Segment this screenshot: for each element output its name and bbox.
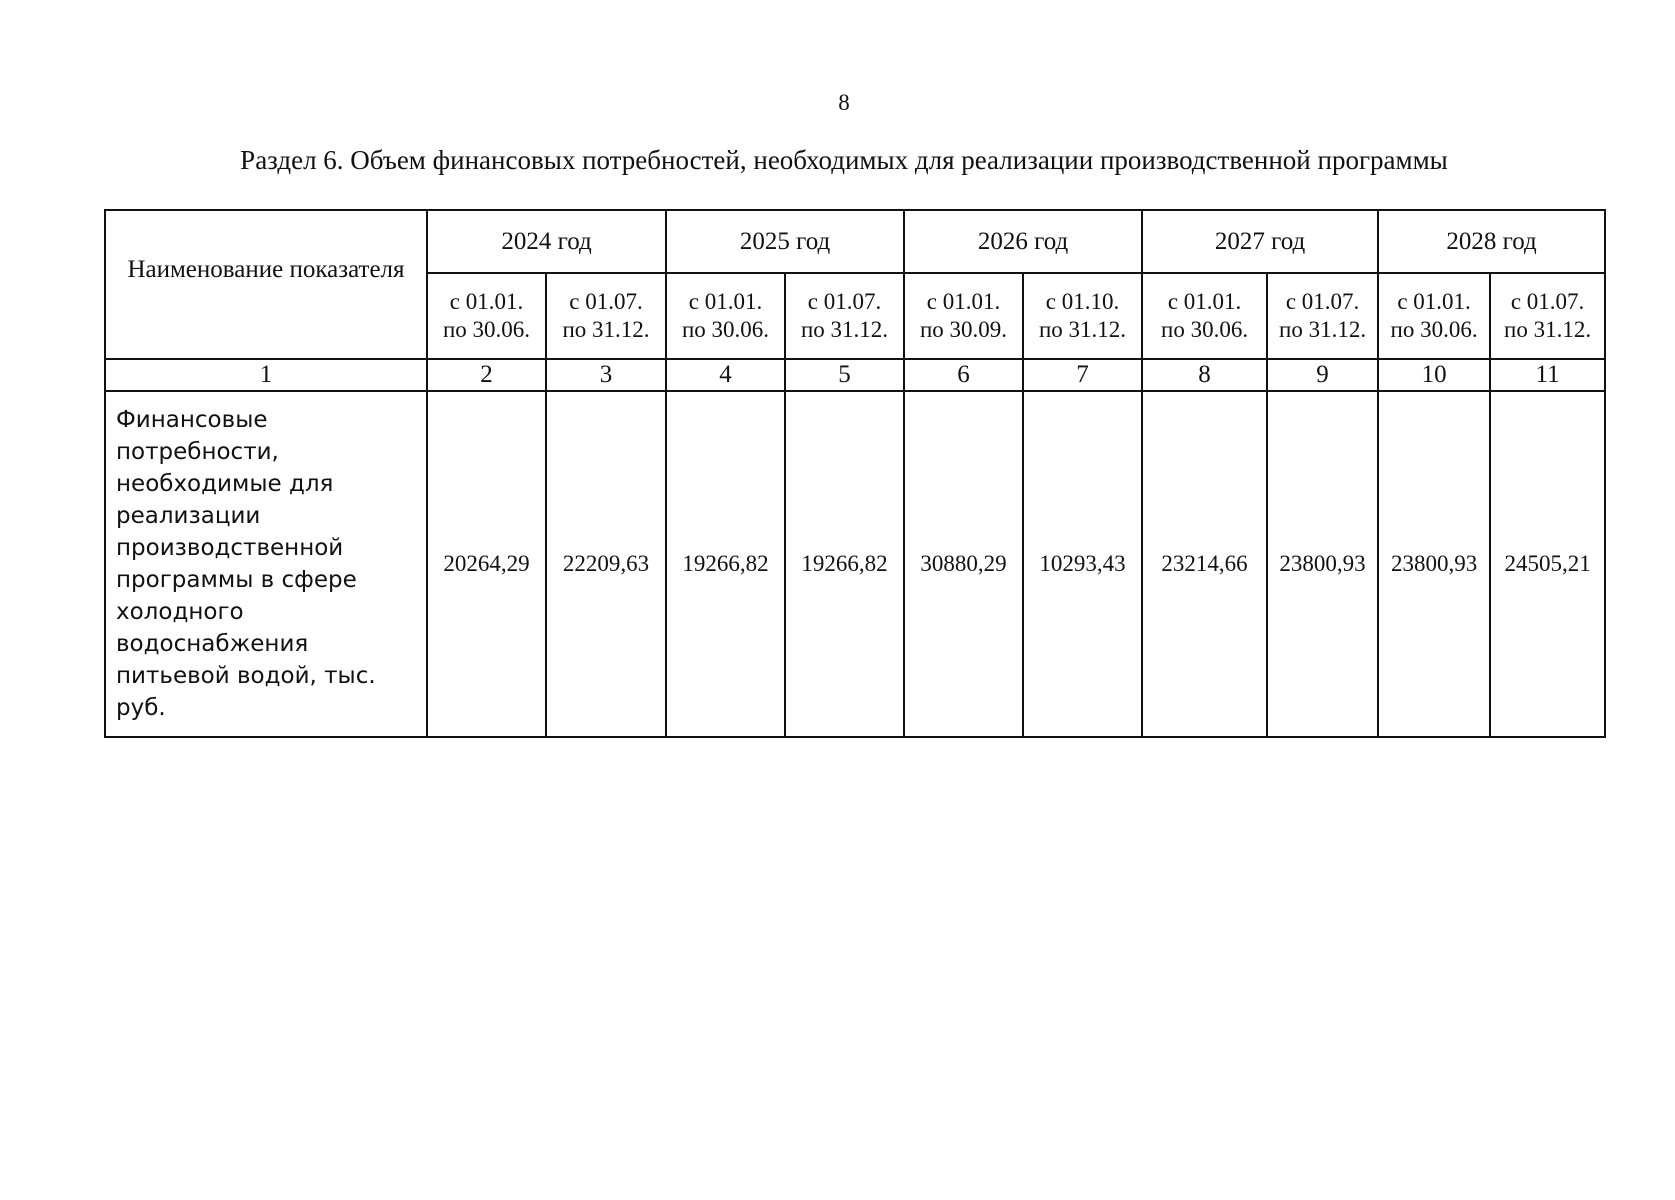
year-header-2025: 2025 год: [666, 210, 904, 273]
period-header: с 01.10. по 31.12.: [1023, 273, 1142, 359]
period-header: с 01.07. по 31.12.: [785, 273, 904, 359]
column-number: 2: [427, 359, 546, 391]
value-cell: 23800,93: [1378, 391, 1490, 737]
table-row: [105, 391, 1605, 737]
column-number: 8: [1142, 359, 1267, 391]
column-number: 7: [1023, 359, 1142, 391]
value-cell: 23800,93: [1267, 391, 1378, 737]
indicator-name-header: Наименование показателя: [105, 210, 427, 359]
value-cell: 30880,29: [904, 391, 1023, 737]
column-number: 10: [1378, 359, 1490, 391]
value-cell: 23214,66: [1142, 391, 1267, 737]
column-number: 9: [1267, 359, 1378, 391]
period-header: с 01.07. по 31.12.: [1490, 273, 1605, 359]
column-number: 4: [666, 359, 785, 391]
column-number: 5: [785, 359, 904, 391]
year-header-2026: 2026 год: [904, 210, 1142, 273]
column-number: 3: [546, 359, 666, 391]
value-cell: 19266,82: [785, 391, 904, 737]
period-header: с 01.07. по 31.12.: [546, 273, 666, 359]
column-number-row: [105, 359, 1605, 391]
column-number: 11: [1490, 359, 1605, 391]
financial-needs-table: [104, 209, 1606, 738]
period-header: с 01.01. по 30.06.: [427, 273, 546, 359]
value-cell: 24505,21: [1490, 391, 1605, 737]
period-header: с 01.07. по 31.12.: [1267, 273, 1378, 359]
column-number: 1: [105, 359, 427, 391]
period-header: с 01.01. по 30.06.: [666, 273, 785, 359]
year-header-2024: 2024 год: [427, 210, 666, 273]
period-header: с 01.01. по 30.09.: [904, 273, 1023, 359]
header-row-years: [105, 210, 1605, 273]
year-header-2028: 2028 год: [1378, 210, 1605, 273]
value-cell: 20264,29: [427, 391, 546, 737]
year-header-2027: 2027 год: [1142, 210, 1378, 273]
column-number: 6: [904, 359, 1023, 391]
section-title: Раздел 6. Объем финансовых потребностей, необходимых для реализации производственной программы: [240, 145, 1448, 175]
page-number: 8: [838, 90, 850, 115]
value-cell: 19266,82: [666, 391, 785, 737]
value-cell: 10293,43: [1023, 391, 1142, 737]
period-header: с 01.01. по 30.06.: [1378, 273, 1490, 359]
value-cell: 22209,63: [546, 391, 666, 737]
indicator-name: Финансовые потребности, необходимые для реализации производственной программы в сфере холодного водоснабжения питьевой водой, тыс. руб.: [105, 391, 427, 737]
period-header: с 01.01. по 30.06.: [1142, 273, 1267, 359]
